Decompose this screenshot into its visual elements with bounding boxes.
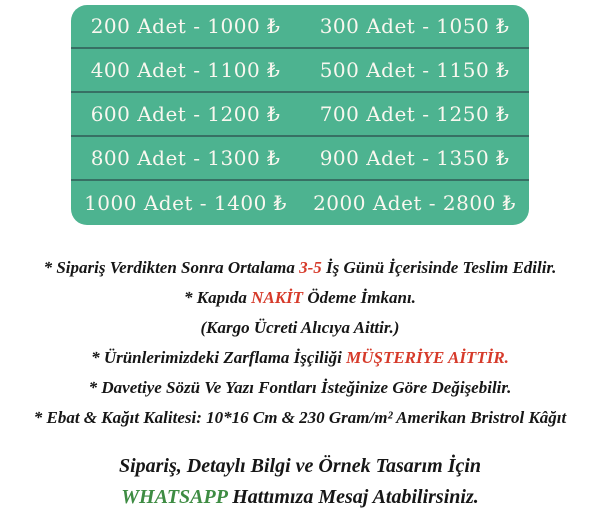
- price-cell: 700 Adet - 1250 ₺: [319, 102, 510, 126]
- footer-section: [0, 451, 600, 513]
- price-cell: 900 Adet - 1350 ₺: [319, 146, 510, 170]
- note-highlight-customer: MÜŞTERİYE AİTTİR.: [346, 348, 509, 367]
- table-row: [71, 93, 529, 137]
- price-cell: 2000 Adet - 2800 ₺: [313, 191, 516, 215]
- price-table: [71, 5, 529, 225]
- footer-text: Hattımıza Mesaj Atabilirsiniz.: [227, 486, 479, 508]
- note-delivery: [0, 259, 600, 277]
- price-cell: 500 Adet - 1150 ₺: [319, 58, 510, 82]
- note-text: Ödeme İmkanı.: [303, 288, 416, 307]
- whatsapp-highlight: WHATSAPP: [121, 486, 228, 508]
- note-text: * Sipariş Verdikten Sonra Ortalama: [43, 258, 300, 277]
- price-cell: 300 Adet - 1050 ₺: [319, 14, 510, 38]
- note-text: * Ürünlerimizdeki Zarflama İşçiliği: [91, 348, 347, 367]
- note-fonts: * Davetiye Sözü Ve Yazı Fontları İsteğinize Göre Değişebilir.: [88, 378, 512, 397]
- table-row: [71, 5, 529, 49]
- price-cell: 1000 Adet - 1400 ₺: [84, 191, 287, 215]
- note-size-quality: * Ebat & Kağıt Kalitesi: 10*16 Cm & 230 Gram/m² Amerikan Bristrol Kâğıt: [33, 408, 567, 427]
- note-payment: [0, 289, 600, 307]
- price-cell: 200 Adet - 1000 ₺: [90, 14, 281, 38]
- note-highlight-delivery-days: 3-5: [299, 258, 322, 277]
- note-shipping: (Kargo Ücreti Alıcıya Aittir.): [200, 318, 400, 337]
- note-labor: [0, 349, 600, 367]
- note-text: İş Günü İçerisinde Teslim Edilir.: [321, 258, 557, 277]
- price-cell: 600 Adet - 1200 ₺: [90, 102, 281, 126]
- price-cell: 400 Adet - 1100 ₺: [90, 58, 281, 82]
- table-row: [71, 181, 529, 225]
- footer-line1: Sipariş, Detaylı Bilgi ve Örnek Tasarım İçin: [118, 455, 482, 477]
- table-row: [71, 137, 529, 181]
- notes-section: [0, 259, 600, 439]
- note-highlight-cash: NAKİT: [251, 288, 304, 307]
- price-cell: 800 Adet - 1300 ₺: [90, 146, 281, 170]
- footer-line2: [0, 482, 600, 513]
- table-row: [71, 49, 529, 93]
- note-text: * Kapıda: [184, 288, 252, 307]
